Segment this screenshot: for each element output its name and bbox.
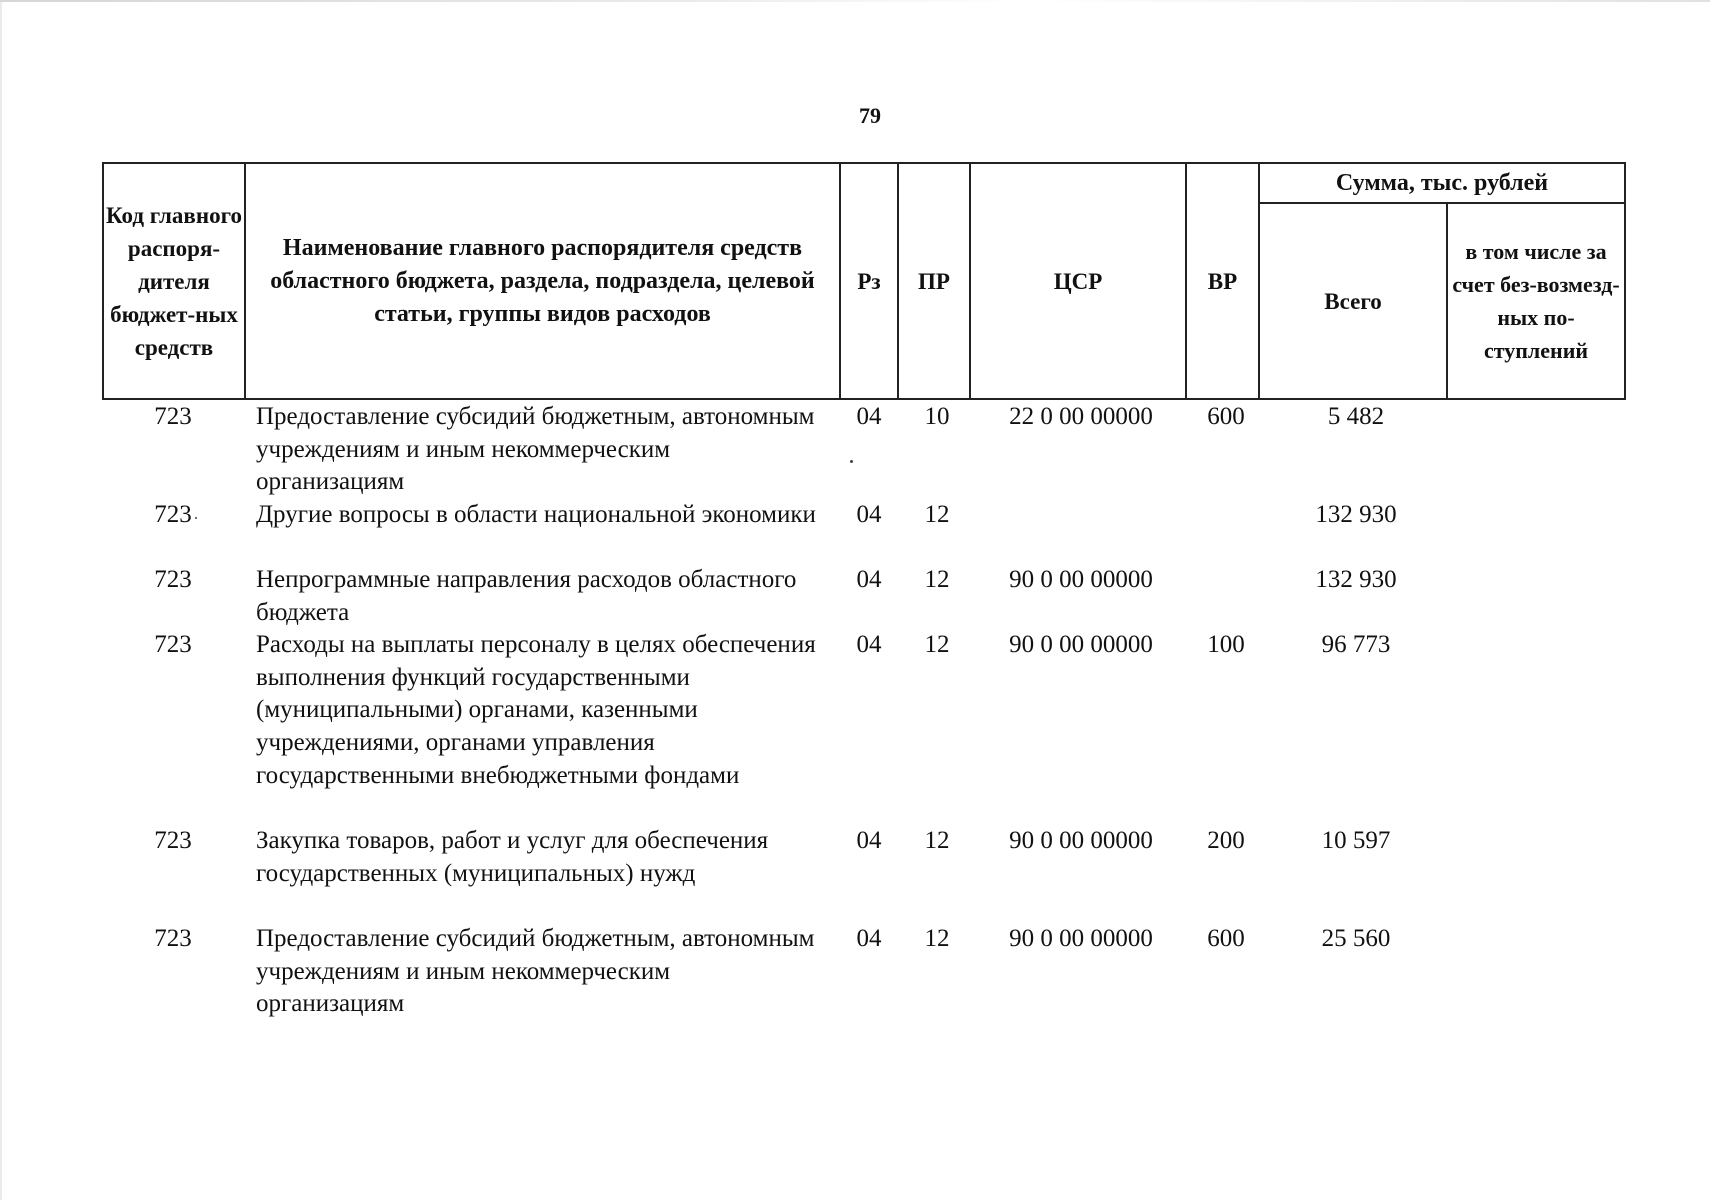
- row-name: Непрограммные направления расходов областного бюджета: [256, 566, 797, 626]
- row-vr: 600: [1207, 925, 1245, 952]
- row-code: 723: [154, 631, 192, 658]
- page-number: 79: [859, 103, 881, 128]
- row-csr: 22 0 00 00000: [1009, 403, 1153, 430]
- row-name: Другие вопросы в области национальной экономики: [256, 501, 816, 528]
- row-code: 723: [154, 501, 192, 528]
- row-total: 132 930: [1315, 501, 1397, 528]
- row-pr: 12: [924, 501, 950, 528]
- row-rz: 04: [856, 827, 882, 854]
- row-total: 25 560: [1321, 925, 1391, 952]
- header-pr: ПР: [898, 163, 970, 399]
- table-header: [102, 162, 1626, 400]
- row-name: Предоставление субсидий бюджетным, автономным учреждениям и иным некоммерческим организациям: [256, 403, 815, 496]
- scan-edge-top: [0, 0, 1710, 2]
- header-total: Всего: [1259, 203, 1447, 399]
- row-name: Расходы на выплаты персоналу в целях обеспечения выполнения функций государственными (муниципальными) органами, казенными учреждениями, органами управления государственными внебюджетными фондами: [256, 631, 816, 789]
- row-csr: 90 0 00 00000: [1009, 827, 1153, 854]
- header-csr: ЦСР: [970, 163, 1186, 399]
- row-code: 723: [154, 925, 192, 952]
- header-sum: Сумма, тыс. рублей: [1259, 163, 1625, 203]
- row-vr: 100: [1207, 631, 1245, 658]
- row-code: 723: [154, 827, 192, 854]
- row-vr: 200: [1207, 827, 1245, 854]
- header-code: Код главного распоря-дителя бюджет-ных средств: [103, 163, 245, 399]
- row-name: Закупка товаров, работ и услуг для обеспечения государственных (муниципальных) нужд: [256, 827, 769, 887]
- row-csr: 90 0 00 00000: [1009, 925, 1153, 952]
- row-rz: 04: [856, 631, 882, 658]
- row-rz: 04: [856, 403, 882, 430]
- header-gratis: в том числе за счет без-возмезд-ных по-ступлений: [1447, 203, 1625, 399]
- row-rz: 04: [856, 566, 882, 593]
- row-pr: 12: [924, 827, 950, 854]
- row-pr: 12: [924, 631, 950, 658]
- row-total: 10 597: [1321, 827, 1391, 854]
- row-csr: 90 0 00 00000: [1009, 566, 1153, 593]
- scan-speck: [850, 460, 853, 463]
- row-name: Предоставление субсидий бюджетным, автономным учреждениям и иным некоммерческим организациям: [256, 925, 815, 1018]
- row-pr: 12: [924, 566, 950, 593]
- row-vr: 600: [1207, 403, 1245, 430]
- row-rz: 04: [856, 925, 882, 952]
- scan-speck: [195, 517, 197, 519]
- row-pr: 12: [924, 925, 950, 952]
- row-pr: 10: [924, 403, 950, 430]
- row-total: 132 930: [1315, 566, 1397, 593]
- header-vr: ВР: [1186, 163, 1259, 399]
- row-csr: 90 0 00 00000: [1009, 631, 1153, 658]
- scan-edge-left: [0, 0, 2, 1200]
- row-code: 723: [154, 403, 192, 430]
- row-code: 723: [154, 566, 192, 593]
- row-total: 5 482: [1327, 403, 1385, 430]
- header-rz: Рз: [840, 163, 898, 399]
- row-total: 96 773: [1321, 631, 1391, 658]
- header-name: Наименование главного распорядителя средств областного бюджета, раздела, подраздела, целевой статьи, группы видов расходов: [245, 163, 840, 399]
- row-rz: 04: [856, 501, 882, 528]
